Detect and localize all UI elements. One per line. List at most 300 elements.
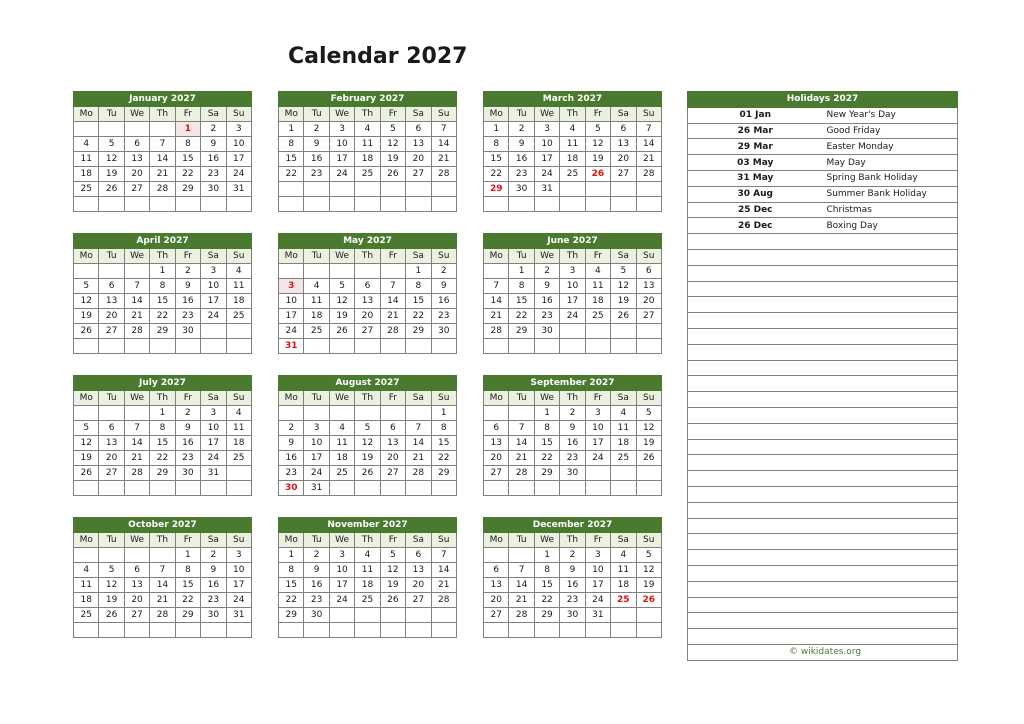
empty-cell xyxy=(150,481,175,496)
day-cell: 14 xyxy=(124,294,149,309)
day-cell: 9 xyxy=(431,279,456,294)
holiday-row xyxy=(688,328,958,344)
weekday-header: Fr xyxy=(380,391,405,406)
weekday-header: Sa xyxy=(201,391,226,406)
day-cell: 3 xyxy=(201,406,226,421)
weekday-header: Tu xyxy=(99,391,124,406)
day-cell: 14 xyxy=(431,563,456,578)
empty-cell xyxy=(150,197,175,212)
day-cell: 19 xyxy=(74,451,99,466)
day-cell: 7 xyxy=(124,279,149,294)
weekday-header: We xyxy=(329,249,354,264)
empty-cell xyxy=(380,197,405,212)
weekday-header: Sa xyxy=(611,533,636,548)
empty-holiday-date xyxy=(688,234,823,250)
day-cell: 6 xyxy=(636,264,661,279)
holiday-name: Christmas xyxy=(823,202,958,218)
empty-cell xyxy=(406,608,431,623)
holiday-row xyxy=(688,423,958,439)
day-cell: 4 xyxy=(585,264,610,279)
day-cell: 25 xyxy=(226,309,251,324)
empty-cell xyxy=(226,623,251,638)
day-cell: 26 xyxy=(636,451,661,466)
empty-cell xyxy=(484,481,509,496)
day-cell: 21 xyxy=(406,451,431,466)
day-cell: 25 xyxy=(560,167,585,182)
holiday-name: New Year's Day xyxy=(823,107,958,123)
day-cell: 5 xyxy=(380,122,405,137)
day-cell: 4 xyxy=(611,406,636,421)
day-cell: 12 xyxy=(355,436,380,451)
empty-cell xyxy=(279,182,304,197)
empty-cell xyxy=(226,339,251,354)
weekday-header: We xyxy=(124,249,149,264)
day-cell: 31 xyxy=(201,466,226,481)
day-cell: 26 xyxy=(380,593,405,608)
day-cell: 15 xyxy=(150,436,175,451)
day-cell: 24 xyxy=(585,593,610,608)
day-cell: 21 xyxy=(509,451,534,466)
day-cell: 16 xyxy=(304,578,329,593)
day-cell: 20 xyxy=(484,593,509,608)
weekday-header: We xyxy=(534,533,559,548)
day-cell: 17 xyxy=(201,436,226,451)
day-cell: 29 xyxy=(150,324,175,339)
empty-cell xyxy=(484,264,509,279)
day-cell: 20 xyxy=(406,578,431,593)
empty-cell xyxy=(329,197,354,212)
day-cell: 9 xyxy=(534,279,559,294)
holiday-name: Summer Bank Holiday xyxy=(823,186,958,202)
weekday-header: Fr xyxy=(380,533,405,548)
day-cell: 16 xyxy=(201,152,226,167)
empty-cell xyxy=(355,339,380,354)
empty-cell xyxy=(534,339,559,354)
day-cell: 2 xyxy=(279,421,304,436)
holiday-day-cell: 29 xyxy=(484,182,509,197)
day-cell: 27 xyxy=(124,608,149,623)
day-cell: 15 xyxy=(406,294,431,309)
day-cell: 12 xyxy=(99,152,124,167)
day-cell: 19 xyxy=(99,167,124,182)
day-cell: 5 xyxy=(636,406,661,421)
empty-cell xyxy=(560,339,585,354)
empty-cell xyxy=(380,182,405,197)
day-cell: 20 xyxy=(380,451,405,466)
day-cell: 18 xyxy=(611,578,636,593)
day-cell: 21 xyxy=(484,309,509,324)
empty-holiday-name xyxy=(823,328,958,344)
weekday-header: Sa xyxy=(201,249,226,264)
day-cell: 7 xyxy=(509,421,534,436)
empty-holiday-name xyxy=(823,360,958,376)
day-cell: 22 xyxy=(406,309,431,324)
day-cell: 21 xyxy=(509,593,534,608)
empty-cell xyxy=(355,623,380,638)
day-cell: 14 xyxy=(150,152,175,167)
day-cell: 15 xyxy=(534,436,559,451)
day-cell: 20 xyxy=(124,167,149,182)
empty-cell xyxy=(201,623,226,638)
holiday-row xyxy=(688,344,958,360)
empty-cell xyxy=(226,324,251,339)
day-cell: 13 xyxy=(124,152,149,167)
day-cell: 24 xyxy=(226,167,251,182)
day-cell: 21 xyxy=(636,152,661,167)
empty-cell xyxy=(611,339,636,354)
day-cell: 27 xyxy=(406,593,431,608)
month-title: December 2027 xyxy=(484,518,662,533)
day-cell: 4 xyxy=(560,122,585,137)
empty-cell xyxy=(509,406,534,421)
empty-cell xyxy=(355,264,380,279)
day-cell: 27 xyxy=(124,182,149,197)
holiday-date: 03 May xyxy=(688,155,823,171)
month-june xyxy=(483,233,662,354)
empty-holiday-name xyxy=(823,534,958,550)
day-cell: 9 xyxy=(175,421,200,436)
weekday-header: Fr xyxy=(585,107,610,122)
empty-holiday-name xyxy=(823,407,958,423)
day-cell: 28 xyxy=(380,324,405,339)
day-cell: 2 xyxy=(201,548,226,563)
day-cell: 17 xyxy=(226,152,251,167)
empty-cell xyxy=(304,406,329,421)
weekday-header: Th xyxy=(560,391,585,406)
day-cell: 28 xyxy=(484,324,509,339)
empty-cell xyxy=(329,339,354,354)
day-cell: 1 xyxy=(534,406,559,421)
day-cell: 14 xyxy=(509,578,534,593)
empty-cell xyxy=(124,339,149,354)
empty-cell xyxy=(406,623,431,638)
day-cell: 6 xyxy=(484,421,509,436)
day-cell: 27 xyxy=(406,167,431,182)
empty-cell xyxy=(124,122,149,137)
empty-cell xyxy=(355,481,380,496)
empty-holiday-name xyxy=(823,455,958,471)
empty-cell xyxy=(99,264,124,279)
weekday-header: Tu xyxy=(304,533,329,548)
holiday-row xyxy=(688,471,958,487)
day-cell: 7 xyxy=(150,563,175,578)
day-cell: 3 xyxy=(226,548,251,563)
day-cell: 11 xyxy=(74,152,99,167)
empty-holiday-date xyxy=(688,486,823,502)
empty-cell xyxy=(560,324,585,339)
day-cell: 18 xyxy=(226,436,251,451)
day-cell: 21 xyxy=(150,167,175,182)
holiday-day-cell: 30 xyxy=(279,481,304,496)
holiday-row xyxy=(688,534,958,550)
day-cell: 1 xyxy=(534,548,559,563)
day-cell: 19 xyxy=(355,451,380,466)
day-cell: 11 xyxy=(585,279,610,294)
day-cell: 24 xyxy=(201,309,226,324)
month-january xyxy=(73,91,252,212)
empty-cell xyxy=(279,623,304,638)
empty-holiday-name xyxy=(823,344,958,360)
day-cell: 18 xyxy=(560,152,585,167)
day-cell: 11 xyxy=(355,563,380,578)
day-cell: 13 xyxy=(636,279,661,294)
holidays-header-row xyxy=(688,92,958,108)
holiday-row xyxy=(688,139,958,155)
empty-holiday-name xyxy=(823,471,958,487)
empty-cell xyxy=(431,608,456,623)
day-cell: 8 xyxy=(509,279,534,294)
day-cell: 2 xyxy=(431,264,456,279)
weekday-header: Fr xyxy=(380,107,405,122)
day-cell: 22 xyxy=(150,451,175,466)
holiday-name: May Day xyxy=(823,155,958,171)
holidays-list xyxy=(687,91,958,661)
day-cell: 10 xyxy=(226,563,251,578)
day-cell: 10 xyxy=(329,137,354,152)
empty-cell xyxy=(611,324,636,339)
day-cell: 19 xyxy=(636,578,661,593)
day-cell: 18 xyxy=(611,436,636,451)
day-cell: 27 xyxy=(611,167,636,182)
day-cell: 6 xyxy=(611,122,636,137)
empty-cell xyxy=(380,339,405,354)
empty-cell xyxy=(585,481,610,496)
month-title: July 2027 xyxy=(74,376,252,391)
weekday-header: Th xyxy=(150,533,175,548)
month-title: November 2027 xyxy=(279,518,457,533)
empty-cell xyxy=(304,264,329,279)
empty-cell xyxy=(74,406,99,421)
holiday-row xyxy=(688,186,958,202)
day-cell: 3 xyxy=(585,548,610,563)
day-cell: 23 xyxy=(560,451,585,466)
empty-holiday-date xyxy=(688,392,823,408)
day-cell: 6 xyxy=(99,279,124,294)
day-cell: 13 xyxy=(611,137,636,152)
day-cell: 13 xyxy=(484,578,509,593)
day-cell: 29 xyxy=(509,324,534,339)
day-cell: 31 xyxy=(226,182,251,197)
day-cell: 25 xyxy=(355,593,380,608)
day-cell: 27 xyxy=(484,608,509,623)
day-cell: 25 xyxy=(611,451,636,466)
day-cell: 10 xyxy=(279,294,304,309)
day-cell: 28 xyxy=(150,182,175,197)
day-cell: 6 xyxy=(484,563,509,578)
day-cell: 10 xyxy=(329,563,354,578)
day-cell: 23 xyxy=(560,593,585,608)
holiday-name: Spring Bank Holiday xyxy=(823,170,958,186)
empty-cell xyxy=(534,197,559,212)
empty-cell xyxy=(509,197,534,212)
day-cell: 22 xyxy=(279,593,304,608)
holiday-row xyxy=(688,439,958,455)
holiday-row xyxy=(688,281,958,297)
day-cell: 30 xyxy=(431,324,456,339)
weekday-header: Tu xyxy=(304,391,329,406)
weekday-header: Sa xyxy=(611,249,636,264)
holiday-date: 25 Dec xyxy=(688,202,823,218)
weekday-header: We xyxy=(534,391,559,406)
day-cell: 2 xyxy=(304,548,329,563)
page-title: Calendar 2027 xyxy=(288,44,468,69)
day-cell: 5 xyxy=(355,421,380,436)
day-cell: 19 xyxy=(329,309,354,324)
empty-cell xyxy=(611,182,636,197)
day-cell: 14 xyxy=(406,436,431,451)
day-cell: 11 xyxy=(611,563,636,578)
footer-credit[interactable]: © wikidates.org xyxy=(789,647,862,657)
empty-cell xyxy=(99,548,124,563)
day-cell: 12 xyxy=(380,137,405,152)
month-title: September 2027 xyxy=(484,376,662,391)
empty-cell xyxy=(279,197,304,212)
day-cell: 4 xyxy=(355,122,380,137)
holiday-day-cell: 31 xyxy=(279,339,304,354)
day-cell: 16 xyxy=(175,294,200,309)
month-october xyxy=(73,517,252,638)
empty-cell xyxy=(124,264,149,279)
holiday-row xyxy=(688,297,958,313)
day-cell: 3 xyxy=(304,421,329,436)
day-cell: 28 xyxy=(124,466,149,481)
empty-cell xyxy=(124,481,149,496)
day-cell: 18 xyxy=(355,152,380,167)
weekday-header: Th xyxy=(150,107,175,122)
empty-holiday-name xyxy=(823,392,958,408)
empty-holiday-name xyxy=(823,613,958,629)
day-cell: 8 xyxy=(150,279,175,294)
empty-cell xyxy=(175,623,200,638)
day-cell: 23 xyxy=(201,167,226,182)
day-cell: 20 xyxy=(484,451,509,466)
day-cell: 24 xyxy=(329,593,354,608)
empty-holiday-name xyxy=(823,439,958,455)
day-cell: 25 xyxy=(226,451,251,466)
day-cell: 13 xyxy=(406,563,431,578)
day-cell: 19 xyxy=(99,593,124,608)
day-cell: 11 xyxy=(611,421,636,436)
day-cell: 6 xyxy=(406,548,431,563)
empty-holiday-date xyxy=(688,455,823,471)
empty-holiday-date xyxy=(688,265,823,281)
empty-cell xyxy=(124,623,149,638)
day-cell: 16 xyxy=(201,578,226,593)
day-cell: 22 xyxy=(175,593,200,608)
empty-cell xyxy=(329,623,354,638)
day-cell: 25 xyxy=(74,182,99,197)
weekday-header: Su xyxy=(636,249,661,264)
day-cell: 21 xyxy=(380,309,405,324)
day-cell: 8 xyxy=(484,137,509,152)
day-cell: 16 xyxy=(304,152,329,167)
holiday-row xyxy=(688,392,958,408)
empty-cell xyxy=(585,466,610,481)
day-cell: 4 xyxy=(304,279,329,294)
day-cell: 2 xyxy=(560,406,585,421)
empty-cell xyxy=(406,182,431,197)
day-cell: 16 xyxy=(509,152,534,167)
empty-holiday-name xyxy=(823,265,958,281)
weekday-header: Th xyxy=(560,107,585,122)
empty-cell xyxy=(484,339,509,354)
day-cell: 31 xyxy=(304,481,329,496)
day-cell: 22 xyxy=(484,167,509,182)
empty-cell xyxy=(201,324,226,339)
day-cell: 8 xyxy=(175,137,200,152)
weekday-header: Mo xyxy=(279,533,304,548)
weekday-header: Mo xyxy=(74,107,99,122)
day-cell: 22 xyxy=(509,309,534,324)
day-cell: 17 xyxy=(329,578,354,593)
empty-cell xyxy=(406,481,431,496)
day-cell: 29 xyxy=(406,324,431,339)
empty-cell xyxy=(534,623,559,638)
day-cell: 15 xyxy=(484,152,509,167)
day-cell: 26 xyxy=(99,182,124,197)
day-cell: 15 xyxy=(534,578,559,593)
day-cell: 23 xyxy=(175,451,200,466)
month-august xyxy=(278,375,457,496)
empty-holiday-date xyxy=(688,423,823,439)
day-cell: 17 xyxy=(329,152,354,167)
empty-cell xyxy=(124,406,149,421)
day-cell: 7 xyxy=(431,122,456,137)
day-cell: 2 xyxy=(201,122,226,137)
empty-cell xyxy=(226,197,251,212)
day-cell: 6 xyxy=(380,421,405,436)
weekday-header: Th xyxy=(150,249,175,264)
day-cell: 7 xyxy=(431,548,456,563)
day-cell: 9 xyxy=(304,563,329,578)
weekday-header: Su xyxy=(431,107,456,122)
empty-cell xyxy=(226,481,251,496)
weekday-header: We xyxy=(329,391,354,406)
day-cell: 10 xyxy=(201,279,226,294)
day-cell: 9 xyxy=(560,563,585,578)
empty-holiday-date xyxy=(688,550,823,566)
weekday-header: Su xyxy=(431,533,456,548)
empty-holiday-name xyxy=(823,581,958,597)
empty-cell xyxy=(355,608,380,623)
day-cell: 27 xyxy=(380,466,405,481)
weekday-header: We xyxy=(534,249,559,264)
day-cell: 8 xyxy=(534,563,559,578)
day-cell: 18 xyxy=(585,294,610,309)
empty-holiday-date xyxy=(688,518,823,534)
day-cell: 21 xyxy=(124,309,149,324)
empty-holiday-name xyxy=(823,376,958,392)
day-cell: 30 xyxy=(175,466,200,481)
weekday-header: Tu xyxy=(304,107,329,122)
day-cell: 7 xyxy=(406,421,431,436)
day-cell: 16 xyxy=(560,578,585,593)
day-cell: 18 xyxy=(74,593,99,608)
day-cell: 24 xyxy=(560,309,585,324)
holiday-row xyxy=(688,376,958,392)
empty-holiday-name xyxy=(823,518,958,534)
day-cell: 22 xyxy=(431,451,456,466)
day-cell: 29 xyxy=(175,608,200,623)
empty-holiday-name xyxy=(823,313,958,329)
day-cell: 24 xyxy=(329,167,354,182)
day-cell: 22 xyxy=(150,309,175,324)
day-cell: 13 xyxy=(355,294,380,309)
empty-cell xyxy=(99,197,124,212)
day-cell: 29 xyxy=(150,466,175,481)
weekday-header: Sa xyxy=(406,391,431,406)
empty-cell xyxy=(124,548,149,563)
